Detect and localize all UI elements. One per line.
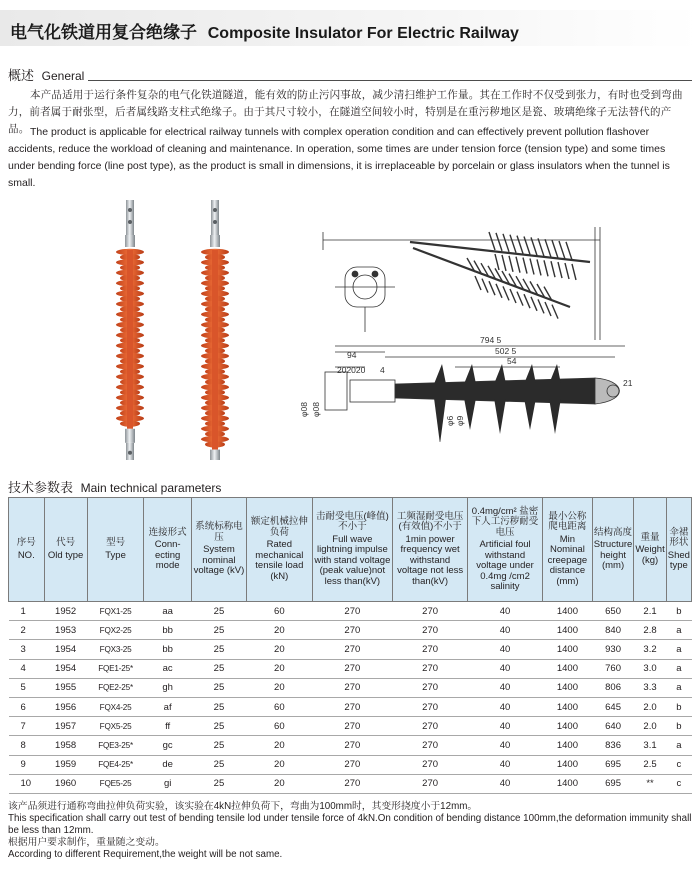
table-cell: FQX4-25 (87, 697, 144, 716)
table-cell: gc (144, 736, 191, 755)
technical-drawing (295, 212, 695, 442)
table-cell: 25 (191, 755, 246, 774)
insulator-photo-right (201, 200, 229, 460)
table-cell: 40 (468, 678, 543, 697)
fitting-hole (128, 220, 132, 224)
table-cell: gh (144, 678, 191, 697)
table-cell: 1958 (44, 736, 87, 755)
table-cell: a (666, 621, 691, 640)
insulator-photo-left (116, 200, 144, 460)
shed-line (510, 235, 516, 253)
table-cell: 25 (191, 774, 246, 793)
column-header (144, 498, 191, 602)
table-cell: 20 (247, 659, 312, 678)
shed-line (509, 256, 513, 272)
table-cell: 1400 (543, 697, 593, 716)
dim-phi08b-label: φ08 (311, 402, 321, 417)
table-cell: ** (634, 774, 666, 793)
general-heading-en: General (41, 69, 85, 83)
column-header-en: NO. (17, 549, 35, 561)
column-header (393, 498, 468, 602)
table-body (9, 602, 692, 794)
table-cell: a (666, 736, 691, 755)
table-cell: b (666, 602, 691, 621)
table-cell: 1400 (543, 755, 593, 774)
table-cell: 270 (393, 678, 468, 697)
bottom-end-cap (125, 429, 135, 443)
table-cell: c (666, 774, 691, 793)
column-header-en: Artificial foul withstand voltage under 0.4mg /cm2 salinity (476, 539, 534, 592)
table-cell: 1954 (44, 640, 87, 659)
column-header-en: Conn-ecting mode (154, 539, 181, 571)
table-cell: FQX2-25 (87, 621, 144, 640)
dimensioned-insulator-drawing (325, 346, 625, 442)
table-cell: de (144, 755, 191, 774)
table-cell: 40 (468, 659, 543, 678)
shed-profile (434, 364, 446, 384)
shed-line (558, 262, 562, 278)
dim-phi08-label: φ08 (299, 402, 309, 417)
table-cell: 3.3 (634, 678, 666, 697)
shed-line (552, 305, 558, 319)
column-header (468, 498, 543, 602)
table-cell: FQE4-25* (87, 755, 144, 774)
column-header-en: Old type (47, 549, 84, 561)
table-cell: 40 (468, 774, 543, 793)
table-cell: bb (144, 621, 191, 640)
table-cell: FQX5-25 (87, 717, 144, 736)
table-cell: 25 (191, 697, 246, 716)
table-cell: c (666, 755, 691, 774)
table-cell: 1953 (44, 621, 87, 640)
technical-parameters-table (8, 497, 692, 794)
column-header (666, 498, 691, 602)
table-cell: 7 (9, 717, 45, 736)
shed-profile (494, 398, 506, 434)
table-cell: gi (144, 774, 191, 793)
table-cell: FQE5-25 (87, 774, 144, 793)
table-cell: 1955 (44, 678, 87, 697)
fitting-hole (213, 220, 217, 224)
table-cell: 40 (468, 717, 543, 736)
table-cell: 25 (191, 640, 246, 659)
table-cell: 1400 (543, 659, 593, 678)
shed-line (510, 289, 516, 303)
column-header-cn: 伞裙形状 (669, 526, 689, 548)
shed-line (503, 286, 509, 300)
table-cell: 270 (393, 774, 468, 793)
shed-line (489, 232, 495, 250)
table-cell: 10 (9, 774, 45, 793)
column-header-cn: 击耐受电压(峰值)不小于 (315, 510, 389, 533)
column-header-cn: 系统标称电压 (195, 521, 243, 543)
table-cell: 270 (393, 697, 468, 716)
table-cell: 1400 (543, 678, 593, 697)
table-cell: 2.0 (634, 697, 666, 716)
table-cell: 5 (9, 678, 45, 697)
shed-line (524, 237, 530, 255)
column-header-en: Type (105, 549, 126, 561)
dim-total-label: 794 5 (480, 335, 502, 345)
table-cell: 3.0 (634, 659, 666, 678)
table-cell: 1960 (44, 774, 87, 793)
table-row (9, 736, 692, 755)
note-2-cn: 根据用户要求制作，重量随之变动。 (8, 837, 165, 848)
table-cell: 3.1 (634, 736, 666, 755)
column-header-en: 1min power frequency wet withstand voltage not less than(kV) (397, 533, 464, 587)
table-cell: FQE3-25* (87, 736, 144, 755)
table-row (9, 602, 692, 621)
shed-line (489, 281, 495, 295)
table-cell: 3 (9, 640, 45, 659)
table-cell: 20 (247, 640, 312, 659)
column-header-cn: 0.4mg/cm² 盐密下人工污秽耐受电压 (471, 505, 539, 538)
table-cell: 2.8 (634, 621, 666, 640)
table-cell: 1959 (44, 755, 87, 774)
general-paragraph-en: The product is applicable for electrical railway tunnels with complex operation condition and can effectively prevent pollution flashover accidents, reduce the workload of cleaning and maintenance. In operation, some times are under tension force (tension type) and some times under bending force (line post type), as the product is small in dimensions, it is irreplaceable by porcelain or glass insulators when the tunnel is small. (8, 126, 670, 189)
column-header (247, 498, 312, 602)
table-cell: 20 (247, 621, 312, 640)
table-header-row (9, 498, 692, 602)
table-cell: aa (144, 602, 191, 621)
technical-heading-cn: 技术参数表 (8, 480, 74, 495)
table-cell: 645 (592, 697, 634, 716)
table-cell: 25 (191, 678, 246, 697)
column-header-cn: 重量 (640, 531, 660, 543)
table-cell: 40 (468, 640, 543, 659)
shed-line (495, 254, 499, 270)
bottom-end-cap (210, 450, 220, 460)
column-header-cn: 结构高度 (594, 526, 633, 538)
shed-profile (524, 398, 536, 430)
table-cell: 9 (9, 755, 45, 774)
table-cell: FQE1-25* (87, 659, 144, 678)
table-cell: 270 (393, 717, 468, 736)
column-header (191, 498, 246, 602)
table-cell: 20 (247, 774, 312, 793)
column-header-cn: 工频湿耐受电压(有效值)不小于 (396, 510, 464, 533)
fitting-hole (128, 451, 132, 455)
table-cell: 40 (468, 602, 543, 621)
rubber-core (127, 250, 133, 429)
top-end-cap (210, 235, 220, 247)
table-cell: 8 (9, 736, 45, 755)
table-cell: 270 (312, 621, 393, 640)
column-header-en: Rated mechanical tensile load (kN) (255, 539, 304, 582)
column-header-cn: 型号 (106, 537, 126, 548)
page-title (10, 18, 519, 43)
dim-4-label: 4 (380, 365, 385, 375)
dim-phi9-label: φ9 (455, 415, 465, 426)
column-header (543, 498, 593, 602)
table-cell: 25 (191, 736, 246, 755)
shed-line (565, 263, 569, 279)
table-cell: 2 (9, 621, 45, 640)
table-cell: ff (144, 717, 191, 736)
shed-line (523, 258, 527, 274)
dim-94-label: 94 (347, 350, 357, 360)
shed-line (531, 297, 537, 311)
column-header-en: Full wave lightning impulse with stand voltage (peak value)not less than(kV) (314, 533, 391, 587)
shed-line (496, 233, 502, 251)
shed-line (530, 259, 534, 275)
table-cell: 2.1 (634, 602, 666, 621)
table-row (9, 755, 692, 774)
table-cell: 40 (468, 736, 543, 755)
table-cell: 270 (393, 736, 468, 755)
shed-line (538, 238, 544, 256)
column-header-en: Min Nominal creepage distance (mm) (547, 533, 588, 587)
table-cell: 270 (393, 659, 468, 678)
shed-line (545, 302, 551, 316)
table-cell: 270 (393, 640, 468, 659)
table-cell: FQX3-25 (87, 640, 144, 659)
column-header (634, 498, 666, 602)
mounting-assembly-sketch (323, 227, 600, 340)
table-cell: bb (144, 640, 191, 659)
shed-line (496, 284, 502, 298)
table-cell: af (144, 697, 191, 716)
table-cell: 760 (592, 659, 634, 678)
column-header-cn: 最小公称爬电距离 (548, 510, 587, 533)
shed-profile (549, 398, 561, 434)
table-cell: b (666, 717, 691, 736)
table-cell: 270 (312, 678, 393, 697)
column-header-cn: 额定机械拉伸负荷 (250, 516, 308, 538)
table-cell: 1400 (543, 736, 593, 755)
shed-line (517, 236, 523, 254)
column-header (87, 498, 144, 602)
fitting-hole (128, 208, 132, 212)
table-cell: 20 (247, 755, 312, 774)
table-row (9, 659, 692, 678)
general-heading (8, 65, 84, 84)
note-1-cn: 该产品须进行通称弯曲拉伸负荷实验，该实验在4kN拉伸负荷下，弯曲为100mm时，其变形挠度小于12mm。 (8, 801, 478, 812)
table-cell: FQE2-25* (87, 678, 144, 697)
column-header (44, 498, 87, 602)
table-cell: 1400 (543, 774, 593, 793)
column-header-cn: 连接形式 (148, 526, 187, 538)
table-cell: 6 (9, 697, 45, 716)
table-cell: 1400 (543, 621, 593, 640)
table-cell: 40 (468, 755, 543, 774)
table-row (9, 774, 692, 793)
table-cell: 270 (393, 621, 468, 640)
table-cell: 1400 (543, 640, 593, 659)
column-header (592, 498, 634, 602)
table-cell: 4 (9, 659, 45, 678)
table-cell: 270 (312, 755, 393, 774)
table-cell: 650 (592, 602, 634, 621)
table-cell: 270 (312, 602, 393, 621)
table-cell: 60 (247, 602, 312, 621)
dim-phi6-label: φ6 (445, 415, 455, 426)
general-divider (88, 80, 692, 81)
general-heading-cn: 概述 (8, 68, 35, 83)
table-cell: 270 (393, 602, 468, 621)
column-header (312, 498, 393, 602)
shed-line (566, 242, 572, 260)
shed-line (503, 234, 509, 252)
column-header-cn: 序号 (16, 537, 36, 548)
table-cell: 270 (312, 736, 393, 755)
title-en: Composite Insulator For Electric Railway (207, 25, 519, 42)
table-cell: 2.0 (634, 717, 666, 736)
table-row (9, 621, 692, 640)
technical-heading-en: Main technical parameters (80, 481, 222, 495)
table-cell: 40 (468, 621, 543, 640)
table-cell: a (666, 678, 691, 697)
top-metal-fitting (126, 200, 134, 235)
table-cell: a (666, 640, 691, 659)
shed-line (502, 255, 506, 271)
table-cell: 3.2 (634, 640, 666, 659)
shed-line (544, 260, 548, 276)
table-cell: 25 (191, 659, 246, 678)
table-cell: 836 (592, 736, 634, 755)
table-cell: FQX1-25 (87, 602, 144, 621)
table-cell: 1952 (44, 602, 87, 621)
shed-line (545, 239, 551, 257)
table-cell: 270 (312, 659, 393, 678)
column-header-en: System nominal voltage (kV) (193, 544, 245, 577)
table-cell: 2.5 (634, 755, 666, 774)
dim-21-label: 21 (623, 378, 633, 388)
insulator-photos (95, 195, 245, 460)
table-cell: 1956 (44, 697, 87, 716)
shed-line (552, 240, 558, 258)
fitting-hole (213, 208, 217, 212)
shed-line (517, 292, 523, 306)
table-cell: 270 (312, 640, 393, 659)
shed-profile (464, 398, 476, 430)
table-cell: 1 (9, 602, 45, 621)
table-cell: 270 (312, 697, 393, 716)
shed-line (572, 264, 576, 280)
shed-line (538, 299, 544, 313)
shed-line (537, 259, 541, 275)
dim-54-label: 54 (507, 356, 517, 366)
note-2-en: According to different Requirement,the weight will be not same. (8, 849, 283, 860)
table-cell: 270 (312, 717, 393, 736)
table-cell: a (666, 659, 691, 678)
table-row (9, 697, 692, 716)
table-row (9, 640, 692, 659)
general-paragraph-cn: 本产品适用于运行条件复杂的电气化铁道隧道，能有效的防止污闪事故，减少清扫维护工作量。其在工作时不仅受到张力，有时也受到弯曲力，前者属于耐张型，后者属线路支柱式绝缘子。由于其尺寸较小，在隧道空间较小时，特别是在重污秽地区是瓷、玻璃绝缘子无法替代的产品。 (8, 89, 683, 135)
table-cell: 1400 (543, 717, 593, 736)
shed-line (559, 241, 565, 259)
column-header (9, 498, 45, 602)
table-cell: 25 (191, 602, 246, 621)
title-cn: 电气化铁道用复合绝缘子 (10, 23, 197, 42)
table-cell: 806 (592, 678, 634, 697)
table-cell: 60 (247, 717, 312, 736)
dim-202020-label: 202020 (337, 365, 366, 375)
column-header-en: Weight (kg) (635, 544, 665, 566)
table-cell: b (666, 697, 691, 716)
table-cell: 60 (247, 697, 312, 716)
column-header-en: Shed type (667, 549, 690, 571)
dim-mid-label: 502 5 (495, 346, 517, 356)
shed-line (482, 279, 488, 293)
table-cell: 930 (592, 640, 634, 659)
shed-line (516, 257, 520, 273)
column-header-en: Structure height (mm) (593, 539, 633, 571)
table-cell: 270 (312, 774, 393, 793)
note-1-en: This specification shall carry out test of bending tensile lod under tensile force of 4kN.On condition of bending distance 100mm,the deformation immunity shall be less than 12mm. (8, 813, 692, 836)
table-cell: 270 (393, 755, 468, 774)
table-cell: 640 (592, 717, 634, 736)
table-cell: 20 (247, 678, 312, 697)
title-bar (0, 10, 700, 46)
table-cell: 25 (191, 717, 246, 736)
top-metal-fitting (211, 200, 219, 235)
insulator-shed-profiles (434, 364, 561, 442)
shed-line (524, 294, 530, 308)
rubber-core (212, 250, 218, 450)
table-cell: 25 (191, 621, 246, 640)
table-row (9, 678, 692, 697)
table-cell: 695 (592, 755, 634, 774)
column-header-cn: 代号 (56, 537, 76, 548)
table-cell: 1957 (44, 717, 87, 736)
table-cell: ac (144, 659, 191, 678)
table-cell: 20 (247, 736, 312, 755)
table-cell: 40 (468, 697, 543, 716)
top-end-cap (125, 235, 135, 247)
table-row (9, 717, 692, 736)
table-cell: 695 (592, 774, 634, 793)
table-cell: 840 (592, 621, 634, 640)
technical-heading (8, 477, 221, 496)
shed-line (475, 276, 481, 290)
table-cell: 1954 (44, 659, 87, 678)
shed-line (551, 261, 555, 277)
table-cell: 1400 (543, 602, 593, 621)
